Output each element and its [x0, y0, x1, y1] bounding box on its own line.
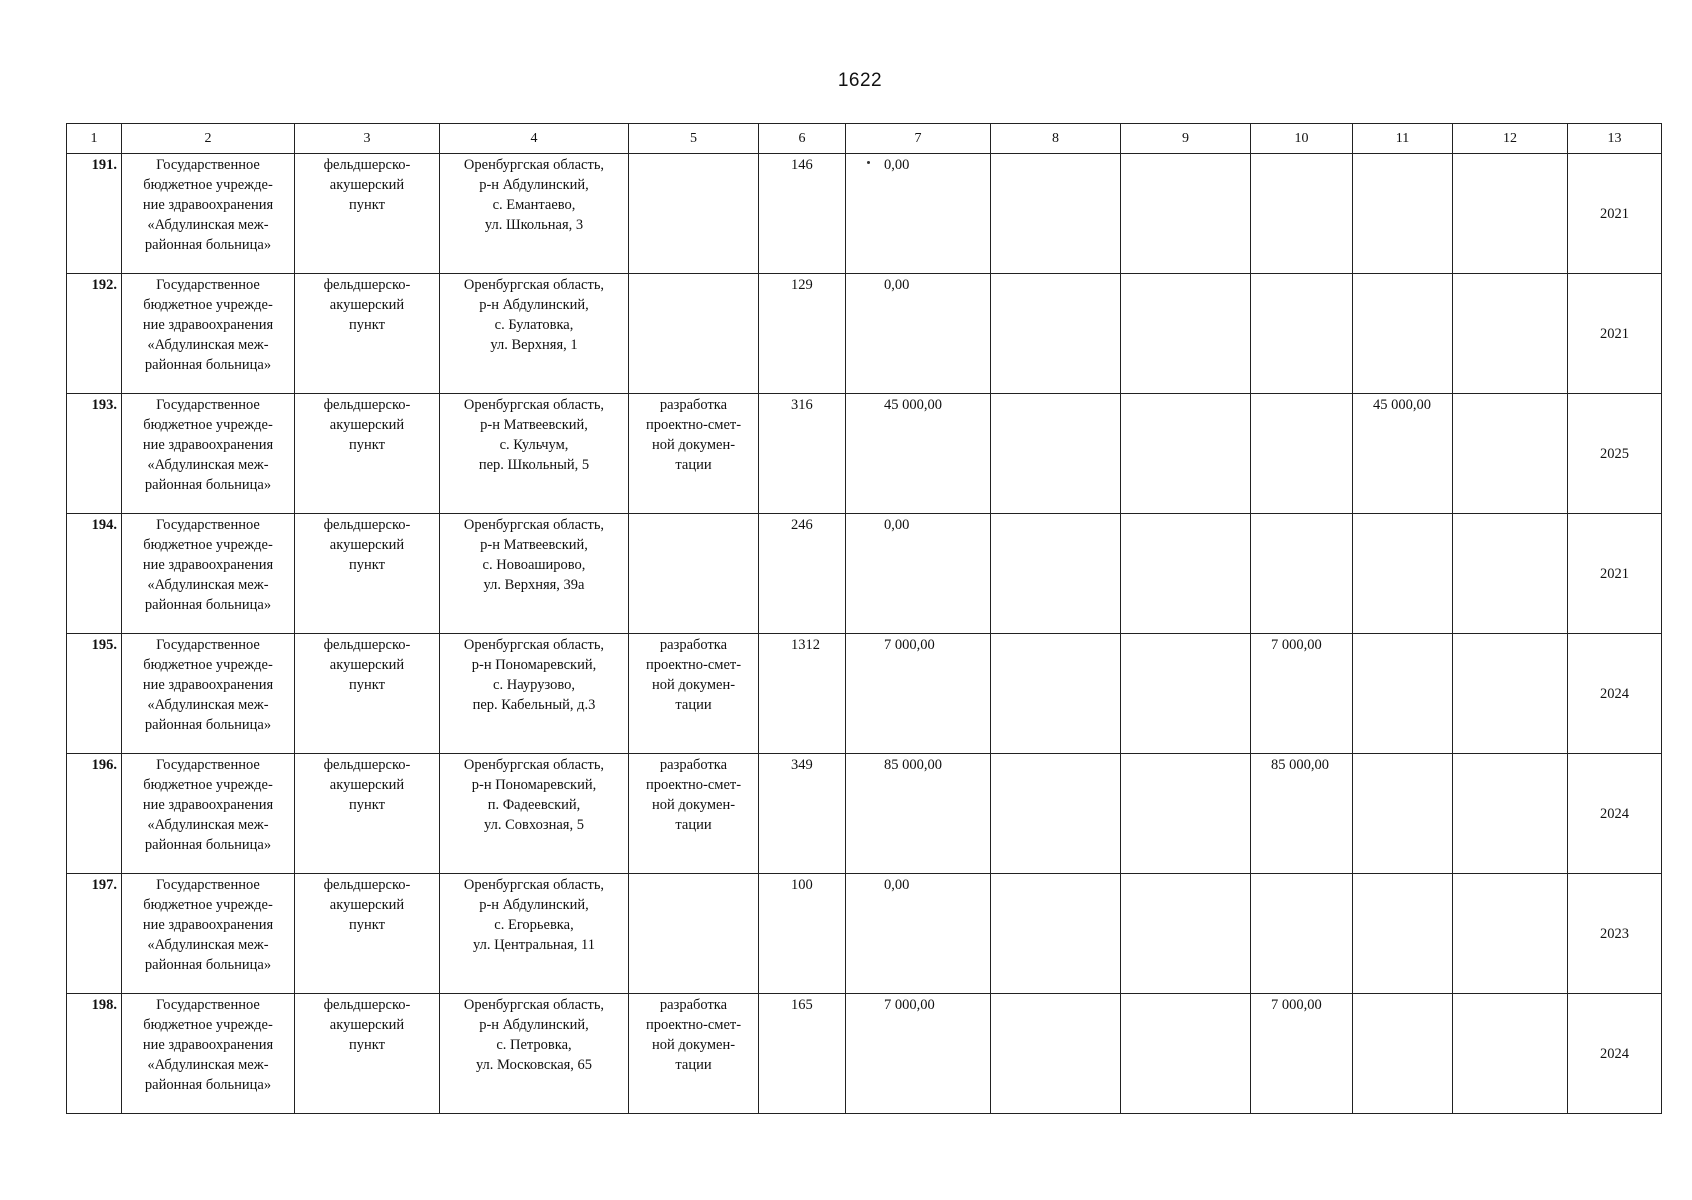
column-number-cell: 2	[122, 124, 295, 154]
amount-col-12	[1453, 394, 1568, 514]
area-value: 1312	[759, 634, 846, 754]
column-number-cell: 1	[67, 124, 122, 154]
amount-col-10	[1251, 394, 1353, 514]
organization-name-line: бюджетное учрежде-	[143, 657, 273, 673]
facility-type-line: пункт	[349, 1037, 385, 1053]
facility-address-line: р-н Абдулинский,	[479, 1017, 589, 1033]
page-number: 1622	[837, 70, 883, 91]
area-value: 316	[759, 394, 846, 514]
amount-col-9	[1121, 394, 1251, 514]
facility-type-line: пункт	[349, 317, 385, 333]
facility-address-line: с. Булатовка,	[494, 317, 574, 333]
amount-col-10	[1251, 274, 1353, 394]
facility-type-line: акушерский	[329, 297, 405, 313]
row-number: 197.	[67, 874, 122, 994]
work-type-line: ной докумен-	[651, 437, 736, 453]
amount-col-11	[1353, 274, 1453, 394]
amount-col-10	[1251, 154, 1353, 274]
facility-address-line: с. Егорьевка,	[494, 917, 574, 933]
facility-address-line: ул. Московская, 65	[475, 1057, 593, 1073]
amount-col-12	[1453, 274, 1568, 394]
facility-type	[295, 514, 440, 634]
work-type	[629, 754, 759, 874]
amount-col-11: 45 000,00	[1353, 394, 1453, 514]
row-number: 192.	[67, 274, 122, 394]
organization-name	[122, 634, 295, 754]
column-number-cell: 8	[991, 124, 1121, 154]
work-type-line: тации	[675, 817, 712, 833]
work-type	[629, 514, 759, 634]
table-row	[67, 274, 1662, 394]
work-type	[629, 274, 759, 394]
facility-type-line: фельдшерско-	[323, 997, 411, 1013]
organization-name-line: бюджетное учрежде-	[143, 777, 273, 793]
facility-address-line: р-н Пономаревский,	[471, 777, 597, 793]
facility-address-line: р-н Матвеевский,	[480, 417, 588, 433]
work-type-line: проектно-смет-	[645, 777, 742, 793]
completion-year: 2024	[1568, 754, 1662, 874]
area-value: 129	[759, 274, 846, 394]
facility-type	[295, 274, 440, 394]
organization-name-line: Государственное	[156, 757, 260, 773]
amount-col-9	[1121, 274, 1251, 394]
facility-address	[440, 274, 629, 394]
facility-type-line: акушерский	[329, 417, 405, 433]
amount-col-8	[991, 394, 1121, 514]
total-cost: 85 000,00	[846, 754, 991, 874]
amount-col-9	[1121, 994, 1251, 1114]
completion-year: 2024	[1568, 634, 1662, 754]
facility-address-line: с. Кульчум,	[499, 437, 569, 453]
organization-name-line: Государственное	[156, 997, 260, 1013]
organization-name-line: районная больница»	[144, 477, 272, 493]
facility-address-line: ул. Центральная, 11	[472, 937, 596, 953]
amount-col-10: 7 000,00	[1251, 634, 1353, 754]
organization-name-line: бюджетное учрежде-	[143, 537, 273, 553]
organization-name	[122, 754, 295, 874]
amount-col-10: 7 000,00	[1251, 994, 1353, 1114]
column-number-cell: 6	[759, 124, 846, 154]
facility-address-line: Оренбургская область,	[463, 997, 605, 1013]
total-cost: 45 000,00	[846, 394, 991, 514]
facility-address-line: р-н Абдулинский,	[479, 297, 589, 313]
amount-col-11	[1353, 634, 1453, 754]
amount-col-12	[1453, 634, 1568, 754]
facility-type-line: фельдшерско-	[323, 397, 411, 413]
facility-type-line: фельдшерско-	[323, 157, 411, 173]
column-number-cell: 7	[846, 124, 991, 154]
amount-col-10: 85 000,00	[1251, 754, 1353, 874]
total-cost: 7 000,00	[846, 994, 991, 1114]
organization-name-line: ние здравоохранения	[142, 797, 274, 813]
area-value: 146	[759, 154, 846, 274]
amount-col-8	[991, 514, 1121, 634]
facility-address-line: р-н Абдулинский,	[479, 177, 589, 193]
organization-name-line: «Абдулинская меж-	[147, 697, 269, 713]
organization-name-line: ние здравоохранения	[142, 557, 274, 573]
amount-col-11	[1353, 514, 1453, 634]
facility-address	[440, 634, 629, 754]
scan-speck	[867, 161, 870, 164]
amount-col-8	[991, 754, 1121, 874]
amount-col-9	[1121, 514, 1251, 634]
facility-address-line: Оренбургская область,	[463, 517, 605, 533]
facility-type	[295, 154, 440, 274]
organization-name-line: Государственное	[156, 397, 260, 413]
work-type	[629, 394, 759, 514]
organization-name-line: бюджетное учрежде-	[143, 417, 273, 433]
work-type-line: разработка	[659, 757, 728, 773]
facility-type	[295, 994, 440, 1114]
organization-name-line: бюджетное учрежде-	[143, 297, 273, 313]
amount-col-12	[1453, 154, 1568, 274]
facility-address	[440, 874, 629, 994]
facility-type	[295, 394, 440, 514]
row-number: 194.	[67, 514, 122, 634]
table-row	[67, 994, 1662, 1114]
total-cost: 0,00	[846, 874, 991, 994]
row-number: 193.	[67, 394, 122, 514]
amount-col-11	[1353, 874, 1453, 994]
work-type-line: проектно-смет-	[645, 657, 742, 673]
facility-address	[440, 754, 629, 874]
amount-col-8	[991, 994, 1121, 1114]
row-number: 196.	[67, 754, 122, 874]
organization-name-line: ние здравоохранения	[142, 197, 274, 213]
organization-name	[122, 154, 295, 274]
completion-year: 2024	[1568, 994, 1662, 1114]
facility-type-line: фельдшерско-	[323, 757, 411, 773]
facility-type	[295, 754, 440, 874]
facility-type	[295, 634, 440, 754]
facility-address-line: ул. Верхняя, 1	[490, 337, 578, 353]
organization-name-line: районная больница»	[144, 1077, 272, 1093]
facility-address-line: Оренбургская область,	[463, 757, 605, 773]
facility-type-line: акушерский	[329, 897, 405, 913]
facility-address	[440, 154, 629, 274]
facility-type-line: фельдшерско-	[323, 517, 411, 533]
column-number-cell: 9	[1121, 124, 1251, 154]
table-row	[67, 154, 1662, 274]
table-row	[67, 634, 1662, 754]
amount-col-8	[991, 874, 1121, 994]
organization-name-line: Государственное	[156, 637, 260, 653]
organization-name	[122, 514, 295, 634]
amount-col-9	[1121, 874, 1251, 994]
organization-name-line: районная больница»	[144, 237, 272, 253]
facility-address-line: с. Новоаширово,	[482, 557, 586, 573]
facility-address	[440, 514, 629, 634]
amount-col-11	[1353, 994, 1453, 1114]
facility-address-line: с. Емантаево,	[492, 197, 576, 213]
organization-name-line: «Абдулинская меж-	[147, 457, 269, 473]
facility-address-line: ул. Верхняя, 39а	[483, 577, 585, 593]
work-type-line: разработка	[659, 397, 728, 413]
organization-name-line: «Абдулинская меж-	[147, 1057, 269, 1073]
organization-name-line: ние здравоохранения	[142, 437, 274, 453]
organization-name-line: ние здравоохранения	[142, 317, 274, 333]
completion-year: 2021	[1568, 154, 1662, 274]
area-value: 349	[759, 754, 846, 874]
facility-type-line: фельдшерско-	[323, 277, 411, 293]
organization-name	[122, 394, 295, 514]
amount-col-12	[1453, 514, 1568, 634]
facility-type-line: акушерский	[329, 177, 405, 193]
amount-col-12	[1453, 994, 1568, 1114]
work-type-line: тации	[675, 1057, 712, 1073]
organization-name-line: районная больница»	[144, 597, 272, 613]
total-cost: 0,00	[846, 154, 991, 274]
table-row	[67, 514, 1662, 634]
amount-col-10	[1251, 874, 1353, 994]
facility-type-line: фельдшерско-	[323, 637, 411, 653]
amount-col-8	[991, 274, 1121, 394]
facility-address-line: пер. Школьный, 5	[478, 457, 590, 473]
organization-name	[122, 274, 295, 394]
facility-address-line: с. Наурузово,	[493, 677, 575, 693]
organization-name-line: бюджетное учрежде-	[143, 897, 273, 913]
amount-col-11	[1353, 154, 1453, 274]
facility-address-line: пер. Кабельный, д.3	[472, 697, 596, 713]
organization-name-line: Государственное	[156, 277, 260, 293]
facility-address-line: р-н Пономаревский,	[471, 657, 597, 673]
column-number-cell: 11	[1353, 124, 1453, 154]
amount-col-12	[1453, 754, 1568, 874]
facility-type-line: фельдшерско-	[323, 877, 411, 893]
facility-address-line: р-н Абдулинский,	[479, 897, 589, 913]
column-number-row	[67, 124, 1662, 154]
facility-type-line: акушерский	[329, 1017, 405, 1033]
work-type-line: разработка	[659, 997, 728, 1013]
facility-type-line: акушерский	[329, 777, 405, 793]
total-cost: 0,00	[846, 514, 991, 634]
facility-type	[295, 874, 440, 994]
facility-type-line: пункт	[349, 437, 385, 453]
organization-name	[122, 874, 295, 994]
column-number-cell: 10	[1251, 124, 1353, 154]
table-row	[67, 874, 1662, 994]
work-type	[629, 994, 759, 1114]
amount-col-9	[1121, 634, 1251, 754]
facility-address-line: Оренбургская область,	[463, 397, 605, 413]
work-type-line: ной докумен-	[651, 677, 736, 693]
work-type-line: тации	[675, 457, 712, 473]
total-cost: 0,00	[846, 274, 991, 394]
organization-name-line: районная больница»	[144, 957, 272, 973]
organization-name-line: Государственное	[156, 157, 260, 173]
amount-col-10	[1251, 514, 1353, 634]
organization-name-line: районная больница»	[144, 717, 272, 733]
completion-year: 2025	[1568, 394, 1662, 514]
facility-address	[440, 994, 629, 1114]
completion-year: 2021	[1568, 514, 1662, 634]
table-row	[67, 394, 1662, 514]
column-number-cell: 4	[440, 124, 629, 154]
facility-type-line: пункт	[349, 197, 385, 213]
table-body	[67, 124, 1662, 1114]
work-type	[629, 874, 759, 994]
organization-name-line: ние здравоохранения	[142, 917, 274, 933]
work-type-line: разработка	[659, 637, 728, 653]
organization-name-line: бюджетное учрежде-	[143, 1017, 273, 1033]
organization-name-line: ние здравоохранения	[142, 1037, 274, 1053]
amount-col-9	[1121, 754, 1251, 874]
organization-name-line: Государственное	[156, 517, 260, 533]
facility-address-line: п. Фадеевский,	[487, 797, 581, 813]
work-type-line: ной докумен-	[651, 1037, 736, 1053]
area-value: 246	[759, 514, 846, 634]
completion-year: 2021	[1568, 274, 1662, 394]
amount-col-8	[991, 634, 1121, 754]
facility-address-line: Оренбургская область,	[463, 877, 605, 893]
completion-year: 2023	[1568, 874, 1662, 994]
amount-col-8	[991, 154, 1121, 274]
column-number-cell: 5	[629, 124, 759, 154]
facility-type-line: акушерский	[329, 537, 405, 553]
work-type	[629, 154, 759, 274]
row-number: 191.	[67, 154, 122, 274]
total-cost: 7 000,00	[846, 634, 991, 754]
work-type-line: тации	[675, 697, 712, 713]
work-type-line: ной докумен-	[651, 797, 736, 813]
facility-address-line: р-н Матвеевский,	[480, 537, 588, 553]
amount-col-9	[1121, 154, 1251, 274]
organization-name-line: ние здравоохранения	[142, 677, 274, 693]
column-number-cell: 3	[295, 124, 440, 154]
facilities-table	[66, 123, 1662, 1114]
organization-name-line: «Абдулинская меж-	[147, 937, 269, 953]
facility-type-line: пункт	[349, 797, 385, 813]
organization-name-line: районная больница»	[144, 357, 272, 373]
facility-address-line: Оренбургская область,	[463, 277, 605, 293]
column-number-cell: 13	[1568, 124, 1662, 154]
work-type	[629, 634, 759, 754]
organization-name-line: «Абдулинская меж-	[147, 577, 269, 593]
organization-name-line: Государственное	[156, 877, 260, 893]
row-number: 195.	[67, 634, 122, 754]
organization-name-line: «Абдулинская меж-	[147, 217, 269, 233]
area-value: 165	[759, 994, 846, 1114]
work-type-line: проектно-смет-	[645, 1017, 742, 1033]
facility-address-line: ул. Совхозная, 5	[484, 817, 584, 833]
facility-type-line: пункт	[349, 557, 385, 573]
facility-address-line: с. Петровка,	[496, 1037, 572, 1053]
facility-type-line: пункт	[349, 677, 385, 693]
facility-address	[440, 394, 629, 514]
work-type-line: проектно-смет-	[645, 417, 742, 433]
area-value: 100	[759, 874, 846, 994]
organization-name-line: бюджетное учрежде-	[143, 177, 273, 193]
facility-type-line: пункт	[349, 917, 385, 933]
amount-col-11	[1353, 754, 1453, 874]
organization-name-line: «Абдулинская меж-	[147, 817, 269, 833]
facility-address-line: Оренбургская область,	[463, 157, 605, 173]
facility-address-line: Оренбургская область,	[463, 637, 605, 653]
facility-address-line: ул. Школьная, 3	[484, 217, 584, 233]
amount-col-12	[1453, 874, 1568, 994]
organization-name-line: районная больница»	[144, 837, 272, 853]
column-number-cell: 12	[1453, 124, 1568, 154]
table-row	[67, 754, 1662, 874]
organization-name	[122, 994, 295, 1114]
facility-type-line: акушерский	[329, 657, 405, 673]
row-number: 198.	[67, 994, 122, 1114]
organization-name-line: «Абдулинская меж-	[147, 337, 269, 353]
